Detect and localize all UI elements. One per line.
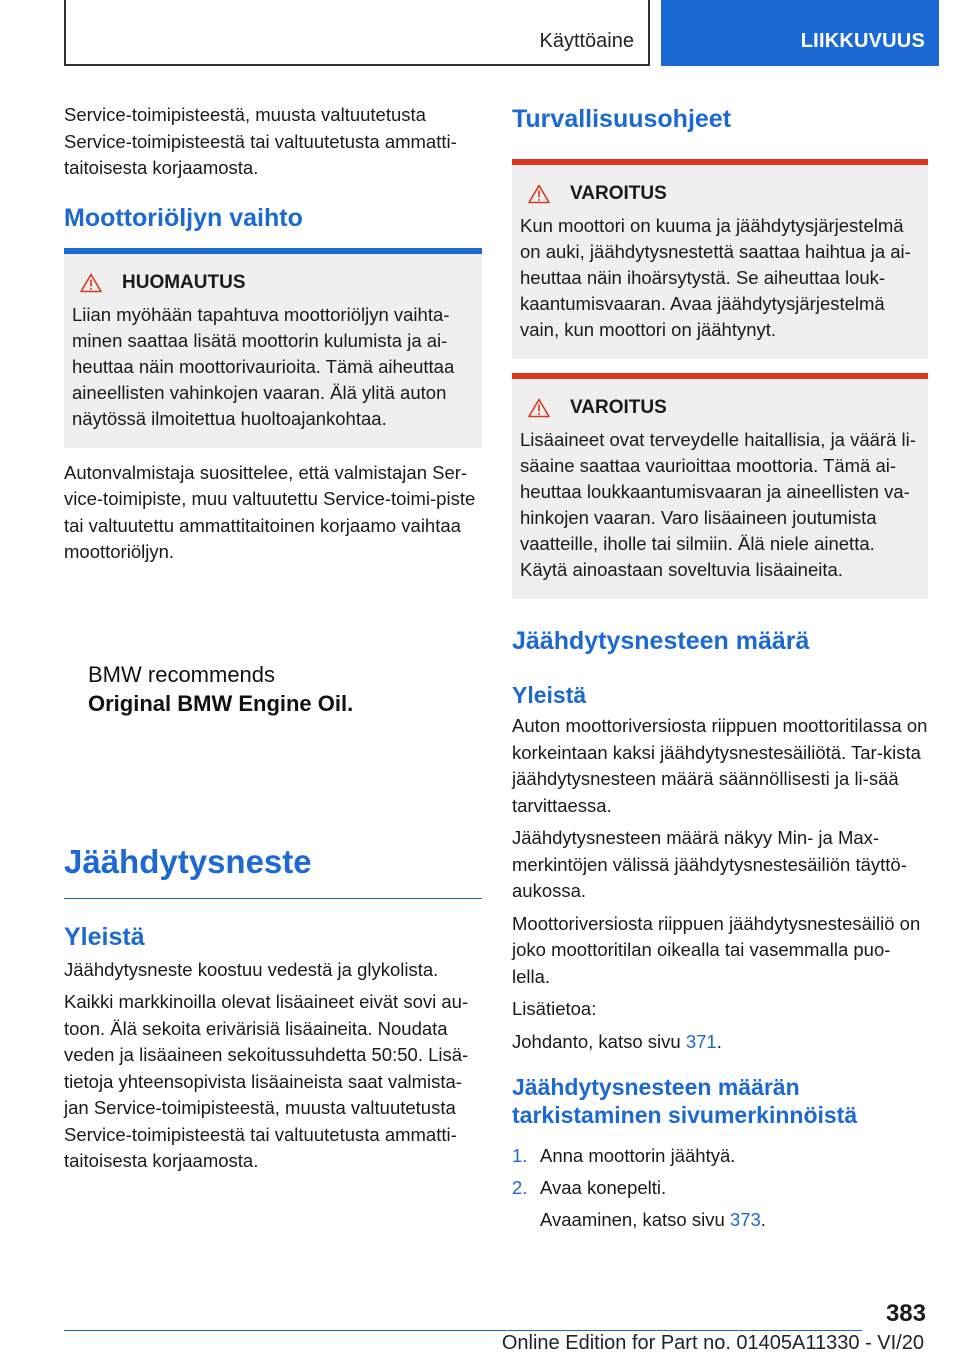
check-heading-line-2: tarkistaminen sivumerkinnöistä <box>512 1102 858 1128</box>
page-link-373[interactable]: 373 <box>729 1209 761 1230</box>
warning-box-2 <box>512 373 928 599</box>
ref-371-end: . <box>716 1030 722 1052</box>
step-item <box>512 1175 928 1201</box>
intro-text: Service-toimipisteestä, muusta valtuutetusta Service-toimipisteestä tai valtuutetusta ammatti-taitoisesta korjaamosta. <box>64 104 457 178</box>
oil-change-heading: Moottoriöljyn vaihto <box>64 203 303 232</box>
reference-373 <box>512 1207 928 1234</box>
footer-edition: Online Edition for Part no. 01405A11330 - VI/20 <box>501 1332 924 1354</box>
amount-p1: Auton moottoriversiosta riippuen moottoritilassa on korkeintaan kaksi jäähdytysnestesäiliötä. Tar-kista jäähdytysnesteen määrä säännöllisesti ja li-sää tarvittaessa. <box>512 715 928 816</box>
page-link-371[interactable]: 371 <box>685 1030 717 1052</box>
notice-title-row <box>72 272 474 294</box>
chapter-tab <box>661 0 939 66</box>
section-tab <box>64 0 650 66</box>
check-heading <box>512 1073 928 1129</box>
warning-triangle-icon <box>528 398 550 418</box>
safety-heading: Turvallisuusohjeet <box>512 105 732 133</box>
amount-p2: Jäähdytysnesteen määrä näkyy Min- ja Max-merkintöjen välissä jäähdytysnestesäiliön täyttö-aukossa. <box>512 827 907 901</box>
step-text: Anna moottorin jäähtyä. <box>540 1145 736 1166</box>
coolant-amount-heading: Jäähdytysnesteen määrä <box>512 627 810 655</box>
notice-box <box>64 248 482 448</box>
ref-373-text: Avaaminen, katso sivu <box>540 1209 730 1230</box>
general-p2: Kaikki markkinoilla olevat lisäaineet eivät sovi au-toon. Älä sekoita erivärisiä lisäaineita. Noudata veden ja lisäaineen sekoitussuhdetta 50:50. Lisä-tietoja yhteensopivista lisäaineista saat valmista-jan Service-toimipisteestä, muusta valtuutetusta Service-toimipisteestä tai valtuutetusta ammatti-taitoisesta korjaamosta. <box>64 991 469 1171</box>
step-number: 1. <box>512 1145 528 1166</box>
step-text: Avaa konepelti. <box>540 1177 667 1198</box>
left-column <box>64 102 482 1181</box>
warning-triangle-icon <box>80 273 102 293</box>
amount-p3: Moottoriversiosta riippuen jäähdytysnestesäiliö on joko moottoritilan oikealla tai vasemmalla puo-lella. <box>512 912 921 987</box>
more-info-label: Lisätietoa: <box>512 998 597 1019</box>
warning-1-title: VAROITUS <box>570 183 667 204</box>
reference-371 <box>512 1029 928 1056</box>
page-number: 383 <box>885 1300 926 1327</box>
warning-box-1 <box>512 159 928 359</box>
promo-line-2: Original BMW Engine Oil. <box>88 690 354 716</box>
check-heading-line-1: Jäähdytysnesteen määrän <box>512 1074 800 1100</box>
section-label: Käyttöaine <box>539 30 634 52</box>
warning-1-text: Kun moottori on kuuma ja jäähdytysjärjestelmä on auki, jäähdytysnestettä saattaa haihtua ja ai-heuttaa näin ihoärsytystä. Se aiheuttaa louk-kaantumisvaaran. Avaa jäähdytysjärjestelmä vain, kun moottori on jäähtynyt. <box>520 215 911 340</box>
warning-1-title-row <box>520 183 920 205</box>
right-general-heading: Yleistä <box>512 682 587 708</box>
general-p1: Jäähdytysneste koostuu vedestä ja glykolista. <box>64 958 439 980</box>
chapter-label: LIIKKUVUUS <box>800 30 925 52</box>
heading-rule <box>64 898 482 899</box>
general-heading: Yleistä <box>64 922 145 951</box>
warning-triangle-icon <box>528 184 550 204</box>
coolant-heading: Jäähdytysneste <box>64 842 312 880</box>
steps-list <box>512 1143 928 1201</box>
oil-promo <box>64 660 482 718</box>
warning-2-title-row <box>520 397 920 419</box>
step-number: 2. <box>512 1177 528 1198</box>
right-column <box>512 102 928 1240</box>
step-item <box>512 1143 928 1169</box>
promo-line-1: BMW recommends <box>88 661 276 687</box>
notice-text: Liian myöhään tapahtuva moottoriöljyn vaihta-minen saattaa lisätä moottorin kulumista ja ai-heuttaa näin moottorivaurioita. Tämä aiheuttaa aineellisten vahinkojen vaaran. Älä ylitä auton näytössä ilmoitettua huoltoajankohtaa. <box>72 303 455 429</box>
ref-371-text: Johdanto, katso sivu <box>512 1030 686 1052</box>
recommend-text: Autonvalmistaja suosittelee, että valmistajan Ser-vice-toimipiste, muu valtuutettu Service-toimi-piste tai valtuutettu ammattitaitoinen korjaamo vaihtaa moottoriöljyn. <box>64 461 476 562</box>
notice-title: HUOMAUTUS <box>122 271 246 293</box>
warning-2-text: Lisäaineet ovat terveydelle haitallisia, ja väärä li-säaine saattaa vaurioittaa moottoria. Tämä ai-heuttaa loukkaantumisvaaran ja aineellisten va-hinkojen vaaran. Varo lisäaineen joutumista vaatteille, iholle tai silmiin. Älä niele ainetta. Käytä ainoastaan soveltuvia lisäaineita. <box>520 429 916 580</box>
warning-2-title: VAROITUS <box>570 397 667 418</box>
footer-rule <box>64 1330 862 1331</box>
ref-373-end: . <box>760 1209 766 1230</box>
